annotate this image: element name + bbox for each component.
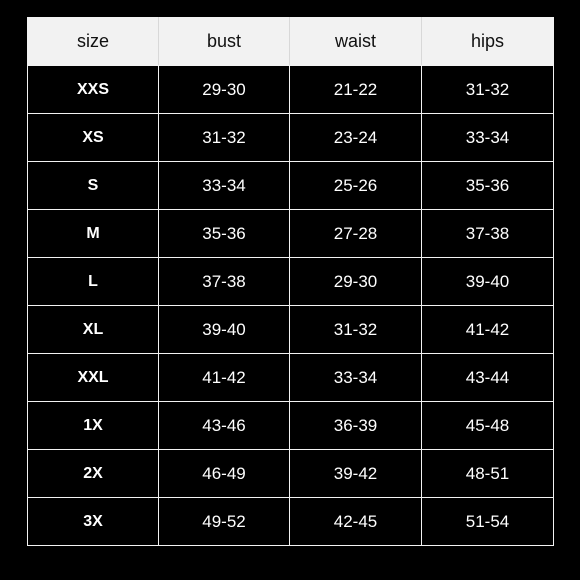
size-cell: XXS (28, 66, 159, 114)
table-row (28, 498, 554, 546)
waist-cell: 39-42 (290, 450, 422, 498)
size-cell: 2X (28, 450, 159, 498)
table-row (28, 450, 554, 498)
table-row (28, 66, 554, 114)
hips-cell: 43-44 (422, 354, 554, 402)
waist-cell: 36-39 (290, 402, 422, 450)
waist-cell: 23-24 (290, 114, 422, 162)
hips-cell: 35-36 (422, 162, 554, 210)
bust-cell: 46-49 (159, 450, 290, 498)
header-hips: hips (422, 18, 554, 66)
size-cell: 3X (28, 498, 159, 546)
table-row (28, 210, 554, 258)
table-body (28, 66, 554, 546)
table-row (28, 402, 554, 450)
hips-cell: 33-34 (422, 114, 554, 162)
table-row (28, 162, 554, 210)
size-cell: XL (28, 306, 159, 354)
header-row (28, 18, 554, 66)
table-row (28, 258, 554, 306)
size-cell: L (28, 258, 159, 306)
bust-cell: 39-40 (159, 306, 290, 354)
hips-cell: 37-38 (422, 210, 554, 258)
bust-cell: 33-34 (159, 162, 290, 210)
size-cell: XXL (28, 354, 159, 402)
waist-cell: 33-34 (290, 354, 422, 402)
waist-cell: 27-28 (290, 210, 422, 258)
hips-cell: 45-48 (422, 402, 554, 450)
bust-cell: 43-46 (159, 402, 290, 450)
hips-cell: 51-54 (422, 498, 554, 546)
size-cell: 1X (28, 402, 159, 450)
waist-cell: 25-26 (290, 162, 422, 210)
size-cell: M (28, 210, 159, 258)
hips-cell: 48-51 (422, 450, 554, 498)
header-waist: waist (290, 18, 422, 66)
bust-cell: 31-32 (159, 114, 290, 162)
hips-cell: 31-32 (422, 66, 554, 114)
bust-cell: 35-36 (159, 210, 290, 258)
size-cell: S (28, 162, 159, 210)
waist-cell: 29-30 (290, 258, 422, 306)
header-size: size (28, 18, 159, 66)
header-bust: bust (159, 18, 290, 66)
table-row (28, 114, 554, 162)
hips-cell: 39-40 (422, 258, 554, 306)
size-cell: XS (28, 114, 159, 162)
table-row (28, 306, 554, 354)
hips-cell: 41-42 (422, 306, 554, 354)
table-header (28, 18, 554, 66)
waist-cell: 42-45 (290, 498, 422, 546)
waist-cell: 21-22 (290, 66, 422, 114)
bust-cell: 41-42 (159, 354, 290, 402)
bust-cell: 37-38 (159, 258, 290, 306)
bust-cell: 29-30 (159, 66, 290, 114)
bust-cell: 49-52 (159, 498, 290, 546)
size-chart-table (27, 17, 554, 546)
waist-cell: 31-32 (290, 306, 422, 354)
table-row (28, 354, 554, 402)
